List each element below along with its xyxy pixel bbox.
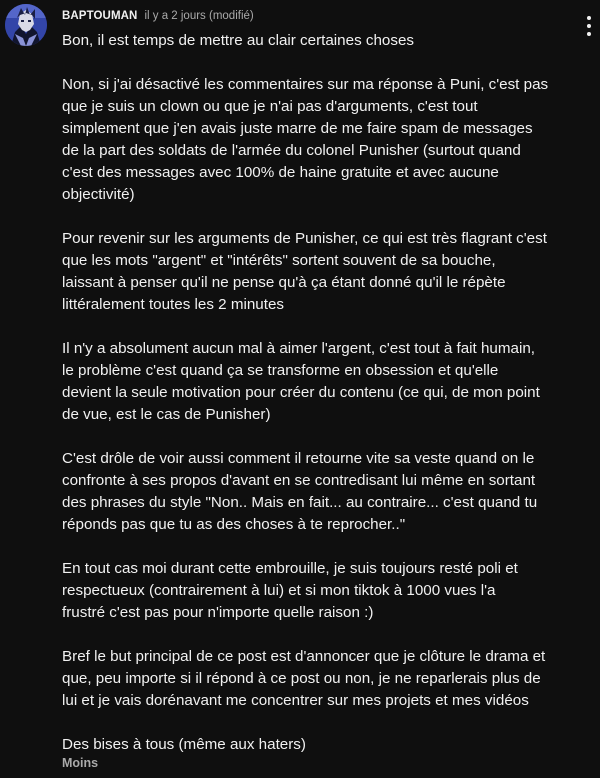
menu-dot xyxy=(587,24,591,28)
anime-character-avatar-icon xyxy=(5,4,47,46)
menu-dot xyxy=(587,16,591,20)
comment-paragraph xyxy=(62,558,590,624)
comment-line: que je suis un clown ou que je n'ai pas d'arguments, c'est tout xyxy=(62,98,478,115)
comment-body xyxy=(62,30,590,778)
comment-line: c'est des messages avec 100% de haine gratuite et avec aucune xyxy=(62,164,499,181)
comment-line: simplement que j'en avais juste marre de me faire spam de messages xyxy=(62,120,533,137)
comment-line: Des bises à tous (même aux haters) xyxy=(62,736,306,753)
comment-line: respectueux (contrairement à lui) et si mon tiktok à 1000 vues l'a xyxy=(62,582,496,599)
comment-line: confronte à ses propos d'avant en se contredisant lui même en sortant xyxy=(62,472,536,489)
comment-line: lui et je vais dorénavant me concentrer sur mes projets et mes vidéos xyxy=(62,692,529,709)
comment-paragraph xyxy=(62,74,590,206)
comment-paragraph xyxy=(62,646,590,712)
comment-line: C'est drôle de voir aussi comment il retourne vite sa veste quand on le xyxy=(62,450,535,467)
comment-line: que les mots "argent" et "intérêts" sortent souvent de sa bouche, xyxy=(62,252,496,269)
comment-paragraph xyxy=(62,448,590,536)
avatar[interactable] xyxy=(5,4,47,46)
author-name[interactable]: BAPTOUMAN xyxy=(62,10,138,22)
show-less-button[interactable]: Moins xyxy=(62,756,99,770)
comment-line: Il n'y a absolument aucun mal à aimer l'argent, c'est tout à fait humain, xyxy=(62,340,536,357)
comment-timestamp[interactable]: il y a 2 jours (modifié) xyxy=(144,10,254,22)
comment-line: objectivité) xyxy=(62,186,135,203)
comment-line: le problème c'est quand ça se transforme en obsession et qu'elle xyxy=(62,362,499,379)
comment-paragraph xyxy=(62,734,590,756)
comment-line: Pour revenir sur les arguments de Punisher, ce qui est très flagrant c'est xyxy=(62,230,547,247)
comment-line: Bref le but principal de ce post est d'annoncer que je clôture le drama et xyxy=(62,648,546,665)
comment-line: frustré c'est pas pour n'importe quelle raison :) xyxy=(62,604,374,621)
comment-line: laissant à penser qu'il ne pense qu'à ça étant donné qu'il le répète xyxy=(62,274,506,291)
comment-paragraph xyxy=(62,30,590,52)
comment-paragraph xyxy=(62,228,590,316)
comment-line: Bon, il est temps de mettre au clair certaines choses xyxy=(62,32,415,49)
comment-line: Non, si j'ai désactivé les commentaires sur ma réponse à Puni, c'est pas xyxy=(62,76,549,93)
comment-line: des phrases du style "Non.. Mais en fait... au contraire... c'est quand tu xyxy=(62,494,538,511)
comment-line: de vue, est le cas de Punisher) xyxy=(62,406,271,423)
comment-paragraph xyxy=(62,338,590,426)
comment-line: devient la seule motivation pour créer du contenu (ce qui, de mon point xyxy=(62,384,540,401)
comment-line: de la part des soldats de l'armée du colonel Punisher (surtout quand xyxy=(62,142,521,159)
comment-header xyxy=(62,8,254,24)
comment-line: que, peu importe si il répond à ce post ou non, je ne reparlerais plus de xyxy=(62,670,541,687)
comment-line: En tout cas moi durant cette embrouille, je suis toujours resté poli et xyxy=(62,560,518,577)
comment-line: réponds pas que tu as des choses à te reprocher.." xyxy=(62,516,406,533)
comment-line: littéralement toutes les 2 minutes xyxy=(62,296,285,313)
